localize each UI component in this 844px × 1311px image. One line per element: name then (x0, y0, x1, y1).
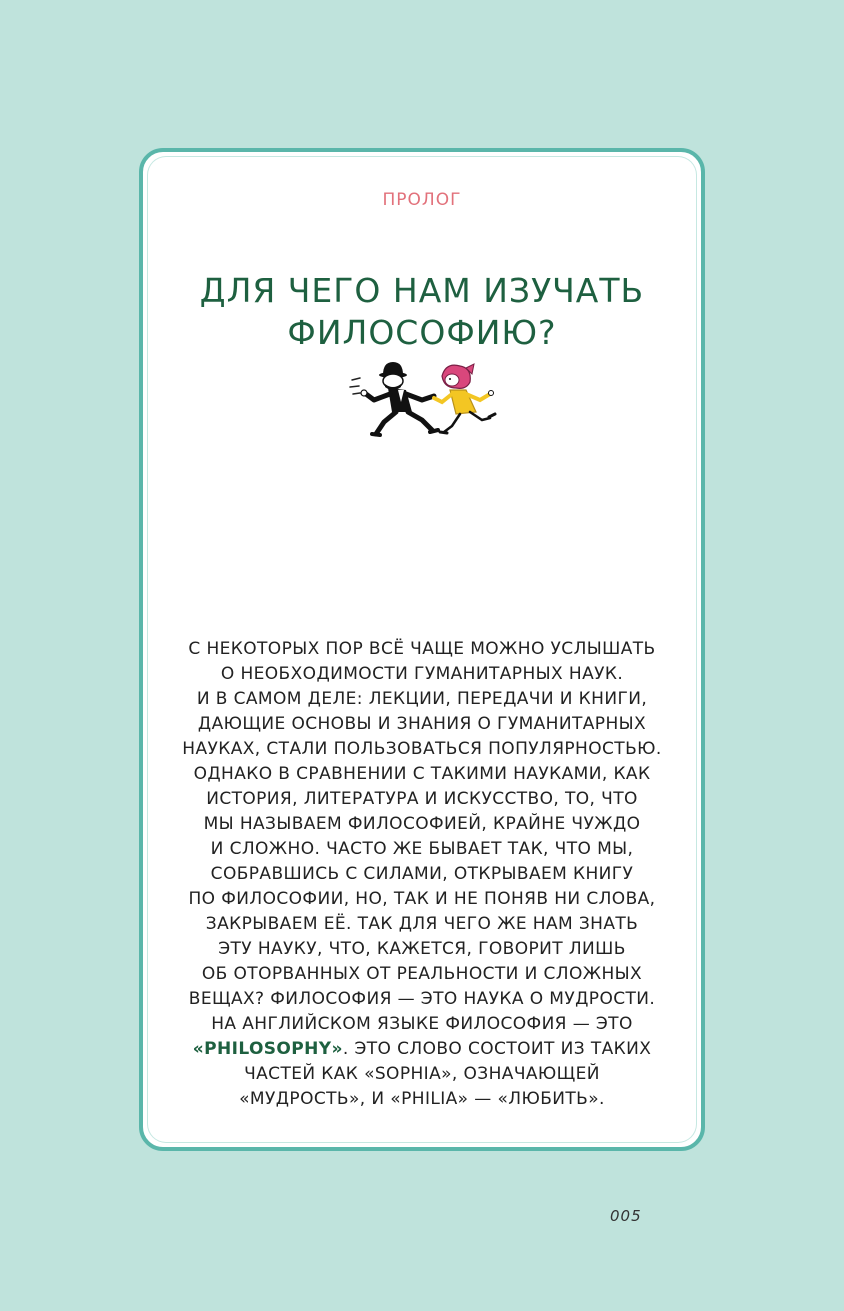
paragraph-line: «МУДРОСТЬ», И «PHILIA» — «ЛЮБИТЬ». (239, 1089, 605, 1109)
paragraph-line-with-term (161, 1037, 683, 1062)
page-number: 005 (610, 1207, 642, 1225)
paragraph-line: ЧАСТЕЙ КАК «SOPHIA», ОЗНАЧАЮЩЕЙ (244, 1064, 600, 1084)
highlighted-term: «PHILOSOPHY» (192, 1039, 343, 1059)
paragraph-line: И В САМОМ ДЕЛЕ: ЛЕКЦИИ, ПЕРЕДАЧИ И КНИГИ, (196, 689, 648, 709)
paragraph-line: НА АНГЛИЙСКОМ ЯЗЫКЕ ФИЛОСОФИЯ — ЭТО (211, 1014, 633, 1034)
paragraph-line: ЗАКРЫВАЕМ ЕЁ. ТАК ДЛЯ ЧЕГО ЖЕ НАМ ЗНАТЬ (205, 914, 639, 934)
paragraph-line: ОБ ОТОРВАННЫХ ОТ РЕАЛЬНОСТИ И СЛОЖНЫХ (201, 964, 643, 984)
paragraph-line: МЫ НАЗЫВАЕМ ФИЛОСОФИЕЙ, КРАЙНЕ ЧУЖДО (203, 814, 641, 834)
paragraph-line: ОДНАКО В СРАВНЕНИИ С ТАКИМИ НАУКАМИ, КАК (193, 764, 651, 784)
paragraph-line: О НЕОБХОДИМОСТИ ГУМАНИТАРНЫХ НАУК. (220, 664, 624, 684)
chapter-title: ДЛЯ ЧЕГО НАМ ИЗУЧАТЬ ФИЛОСОФИЮ? (199, 271, 645, 352)
section-label: ПРОЛОГ (382, 190, 462, 210)
intro-paragraph (161, 637, 683, 1112)
paragraph-line: И СЛОЖНО. ЧАСТО ЖЕ БЫВАЕТ ТАК, ЧТО МЫ, (210, 839, 634, 859)
paragraph-line: С НЕКОТОРЫХ ПОР ВСЁ ЧАЩЕ МОЖНО УСЛЫШАТЬ (188, 639, 656, 659)
paragraph-line: СОБРАВШИСЬ С СИЛАМИ, ОТКРЫВАЕМ КНИГУ (210, 864, 634, 884)
paragraph-line: ВЕЩАХ? ФИЛОСОФИЯ — ЭТО НАУКА О МУДРОСТИ. (188, 989, 656, 1009)
paragraph-line: НАУКАХ, СТАЛИ ПОЛЬЗОВАТЬСЯ ПОПУЛЯРНОСТЬЮ. (182, 739, 662, 759)
term-continuation: . ЭТО СЛОВО СОСТОИТ ИЗ ТАКИХ (342, 1039, 652, 1059)
paragraph-line: ПО ФИЛОСОФИИ, НО, ТАК И НЕ ПОНЯВ НИ СЛОВА, (188, 889, 656, 909)
paragraph-line: ЭТУ НАУКУ, ЧТО, КАЖЕТСЯ, ГОВОРИТ ЛИШЬ (218, 939, 626, 959)
running-characters-illustration (348, 360, 503, 440)
content-card (139, 148, 705, 1151)
paragraph-line: ДАЮЩИЕ ОСНОВЫ И ЗНАНИЯ О ГУМАНИТАРНЫХ (197, 714, 647, 734)
paragraph-line: ИСТОРИЯ, ЛИТЕРАТУРА И ИСКУССТВО, ТО, ЧТО (206, 789, 638, 809)
